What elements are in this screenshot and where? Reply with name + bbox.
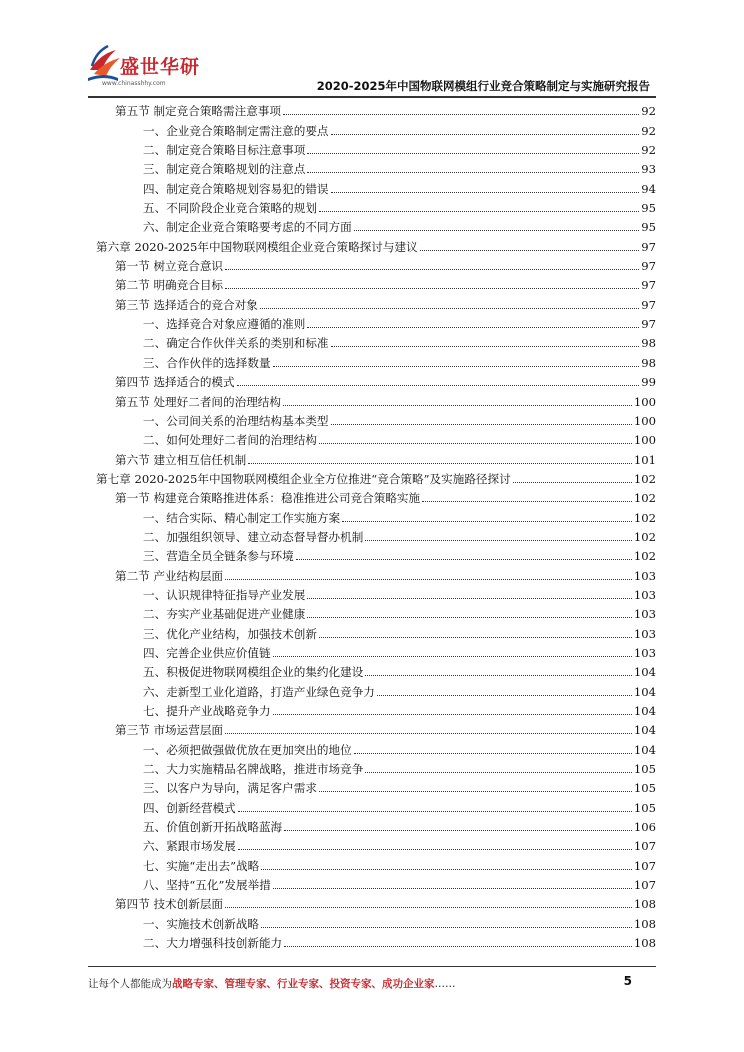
toc-entry-page: 103 xyxy=(633,607,656,622)
toc-entry-page: 104 xyxy=(633,684,656,699)
toc-dot-leader xyxy=(354,753,632,754)
toc-entry-page: 108 xyxy=(633,897,656,912)
toc-entry-page: 108 xyxy=(633,936,656,951)
toc-entry-title: 六、紧跟市场发展 xyxy=(143,839,236,854)
toc-entry-page: 102 xyxy=(633,529,656,544)
toc-dot-leader xyxy=(237,385,640,386)
toc-entry[interactable] xyxy=(96,544,656,563)
toc-dot-leader xyxy=(422,501,632,502)
table-of-contents xyxy=(96,99,656,950)
toc-dot-leader xyxy=(283,114,639,115)
toc-entry[interactable] xyxy=(96,467,656,486)
toc-dot-leader xyxy=(319,791,632,792)
toc-entry[interactable] xyxy=(96,118,656,137)
toc-entry-page: 103 xyxy=(633,568,656,583)
logo-text: 盛世华研 xyxy=(120,56,201,78)
toc-entry-title: 第三节 选择适合的竞合对象 xyxy=(115,297,258,312)
toc-dot-leader xyxy=(261,869,632,870)
toc-entry[interactable] xyxy=(96,911,656,930)
toc-entry-title: 二、如何处理好二者间的治理结构 xyxy=(143,433,317,448)
toc-dot-leader xyxy=(331,192,640,193)
toc-entry-page: 92 xyxy=(641,104,656,119)
toc-entry[interactable] xyxy=(96,563,656,582)
toc-entry[interactable] xyxy=(96,196,656,215)
toc-entry-title: 二、夯实产业基础促进产业健康 xyxy=(143,607,306,622)
toc-dot-leader xyxy=(225,579,632,580)
toc-entry-page: 101 xyxy=(633,452,656,467)
toc-dot-leader xyxy=(273,714,632,715)
toc-entry-page: 93 xyxy=(641,162,656,177)
toc-entry[interactable] xyxy=(96,312,656,331)
toc-dot-leader xyxy=(284,830,632,831)
toc-dot-leader xyxy=(319,443,632,444)
toc-entry-title: 第一节 构建竞合策略推进体系：稳准推进公司竞合策略实施 xyxy=(115,491,421,506)
toc-entry[interactable] xyxy=(96,931,656,950)
page-header xyxy=(0,0,744,100)
toc-entry[interactable] xyxy=(96,389,656,408)
toc-entry[interactable] xyxy=(96,215,656,234)
toc-entry-page: 108 xyxy=(633,916,656,931)
toc-entry[interactable] xyxy=(96,138,656,157)
toc-entry-title: 三、营造全员全链条参与环境 xyxy=(143,549,294,564)
toc-dot-leader xyxy=(261,927,632,928)
toc-dot-leader xyxy=(377,695,632,696)
toc-entry[interactable] xyxy=(96,331,656,350)
toc-entry-title: 第五节 处理好二者间的治理结构 xyxy=(115,394,281,409)
toc-entry-page: 103 xyxy=(633,626,656,641)
toc-entry-page: 98 xyxy=(641,336,656,351)
toc-entry[interactable] xyxy=(96,292,656,311)
toc-entry-title: 第四节 选择适合的模式 xyxy=(115,375,235,390)
company-logo xyxy=(86,44,206,92)
toc-dot-leader xyxy=(331,134,640,135)
toc-entry-title: 二、大力增强科技创新能力 xyxy=(143,936,283,951)
toc-dot-leader xyxy=(354,230,640,231)
toc-entry-page: 98 xyxy=(641,355,656,370)
toc-dot-leader xyxy=(283,405,632,406)
toc-entry-title: 六、制定企业竞合策略要考虑的不同方面 xyxy=(143,220,352,235)
header-divider xyxy=(88,96,656,98)
toc-entry[interactable] xyxy=(96,583,656,602)
toc-dot-leader xyxy=(365,772,632,773)
toc-entry[interactable] xyxy=(96,815,656,834)
toc-entry-page: 97 xyxy=(641,259,656,274)
toc-entry[interactable] xyxy=(96,892,656,911)
toc-entry[interactable] xyxy=(96,602,656,621)
toc-entry-title: 二、大力实施精品名牌战略，推进市场竞争 xyxy=(143,762,364,777)
footer-slogan-prefix: 让每个人都能成为 xyxy=(88,978,172,990)
toc-entry-title: 三、优化产业结构，加强技术创新 xyxy=(143,626,317,641)
toc-entry[interactable] xyxy=(96,370,656,389)
toc-entry-page: 107 xyxy=(633,878,656,893)
toc-entry[interactable] xyxy=(96,776,656,795)
toc-entry-title: 四、完善企业供应价值链 xyxy=(143,645,271,660)
toc-entry-title: 四、创新经营模式 xyxy=(143,800,236,815)
toc-entry-page: 103 xyxy=(633,645,656,660)
toc-entry-title: 五、积极促进物联网模组企业的集约化建设 xyxy=(143,665,364,680)
toc-dot-leader xyxy=(307,598,632,599)
toc-entry[interactable] xyxy=(96,757,656,776)
toc-entry[interactable] xyxy=(96,505,656,524)
toc-dot-leader xyxy=(273,656,632,657)
toc-entry-page: 104 xyxy=(633,704,656,718)
toc-entry-page: 105 xyxy=(633,800,656,815)
toc-dot-leader xyxy=(225,269,639,270)
toc-entry-page: 97 xyxy=(641,278,656,293)
toc-entry-page: 105 xyxy=(633,781,656,796)
toc-dot-leader xyxy=(331,424,632,425)
toc-entry-page: 102 xyxy=(633,491,656,506)
toc-entry[interactable] xyxy=(96,737,656,756)
toc-entry-page: 104 xyxy=(633,742,656,757)
toc-entry-title: 六、走新型工业化道路，打造产业绿色竞争力 xyxy=(143,684,375,699)
toc-entry-page: 107 xyxy=(633,839,656,854)
toc-entry[interactable] xyxy=(96,660,656,679)
toc-entry[interactable] xyxy=(96,350,656,369)
toc-entry-page: 100 xyxy=(633,413,656,428)
toc-entry[interactable] xyxy=(96,157,656,176)
toc-dot-leader xyxy=(420,250,640,251)
toc-entry[interactable] xyxy=(96,447,656,466)
page-number: 5 xyxy=(623,974,632,988)
toc-entry[interactable] xyxy=(96,234,656,253)
toc-entry-page: 92 xyxy=(641,123,656,138)
toc-entry-page: 95 xyxy=(641,220,656,235)
toc-entry-page: 104 xyxy=(633,723,656,738)
toc-entry-title: 三、以客户为导向，满足客户需求 xyxy=(143,781,317,796)
toc-entry-title: 第一节 树立竞合意识 xyxy=(115,259,224,274)
toc-entry-page: 97 xyxy=(641,239,656,254)
toc-dot-leader xyxy=(319,637,632,638)
toc-entry-title: 七、实施“走出去”战略 xyxy=(143,858,260,873)
toc-entry-title: 一、企业竞合策略制定需注意的要点 xyxy=(143,123,329,138)
toc-dot-leader xyxy=(238,811,632,812)
toc-dot-leader xyxy=(307,153,639,154)
toc-entry-title: 四、制定竞合策略规划容易犯的错误 xyxy=(143,181,329,196)
footer-slogan xyxy=(88,976,456,991)
toc-entry-page: 104 xyxy=(633,665,656,680)
toc-entry-title: 第三节 市场运营层面 xyxy=(115,723,224,738)
toc-dot-leader xyxy=(260,308,639,309)
toc-entry[interactable] xyxy=(96,834,656,853)
toc-entry-page: 102 xyxy=(633,549,656,564)
toc-entry-title: 五、不同阶段企业竞合策略的规划 xyxy=(143,201,317,216)
toc-entry-title: 二、加强组织领导、建立动态督导督办机制 xyxy=(143,529,364,544)
toc-entry[interactable] xyxy=(96,409,656,428)
toc-dot-leader xyxy=(331,346,640,347)
footer-slogan-suffix: …… xyxy=(434,978,456,990)
toc-entry[interactable] xyxy=(96,699,656,718)
toc-entry-page: 94 xyxy=(641,181,656,196)
toc-entry[interactable] xyxy=(96,99,656,118)
toc-entry-page: 102 xyxy=(633,471,656,486)
toc-entry[interactable] xyxy=(96,718,656,737)
toc-entry-title: 第五节 制定竞合策略需注意事项 xyxy=(115,104,281,119)
toc-entry-title: 七、提升产业战略竞争力 xyxy=(143,704,271,718)
toc-entry-page: 100 xyxy=(633,394,656,409)
toc-dot-leader xyxy=(284,946,632,947)
logo-url: www.chinasshhy.com xyxy=(102,80,166,87)
toc-dot-leader xyxy=(365,540,632,541)
toc-entry[interactable] xyxy=(96,621,656,640)
toc-entry[interactable] xyxy=(96,641,656,660)
toc-dot-leader xyxy=(225,907,632,908)
report-title: 2020-2025年中国物联网模组行业竞合策略制定与实施研究报告 xyxy=(316,79,650,93)
toc-dot-leader xyxy=(307,327,639,328)
toc-entry[interactable] xyxy=(96,853,656,872)
toc-entry-title: 三、制定竞合策略规划的注意点 xyxy=(143,162,306,177)
toc-entry[interactable] xyxy=(96,795,656,814)
toc-entry-title: 二、制定竞合策略目标注意事项 xyxy=(143,143,306,158)
toc-entry-page: 97 xyxy=(641,297,656,312)
toc-dot-leader xyxy=(296,559,632,560)
toc-dot-leader xyxy=(513,482,632,483)
toc-entry-page: 102 xyxy=(633,510,656,525)
toc-dot-leader xyxy=(248,463,632,464)
toc-entry[interactable] xyxy=(96,273,656,292)
toc-dot-leader xyxy=(365,675,632,676)
toc-entry-title: 第六节 建立相互信任机制 xyxy=(115,452,247,467)
toc-entry[interactable] xyxy=(96,486,656,505)
toc-entry-title: 第二节 明确竞合目标 xyxy=(115,278,224,293)
toc-dot-leader xyxy=(342,521,632,522)
footer-divider xyxy=(88,966,656,967)
toc-entry-title: 第二节 产业结构层面 xyxy=(115,568,224,583)
toc-entry-title: 第四节 技术创新层面 xyxy=(115,897,224,912)
toc-entry-page: 95 xyxy=(641,201,656,216)
toc-entry-page: 97 xyxy=(641,317,656,332)
toc-entry-title: 第六章 2020-2025年中国物联网模组企业竞合策略探讨与建议 xyxy=(96,239,418,254)
toc-entry-page: 105 xyxy=(633,762,656,777)
toc-entry-title: 八、坚持“五化”发展举措 xyxy=(143,878,271,893)
toc-entry-page: 103 xyxy=(633,587,656,602)
toc-entry-page: 106 xyxy=(633,820,656,835)
toc-dot-leader xyxy=(319,211,639,212)
toc-entry-title: 三、合作伙伴的选择数量 xyxy=(143,355,271,370)
toc-entry-title: 一、必须把做强做优放在更加突出的地位 xyxy=(143,742,352,757)
toc-entry[interactable] xyxy=(96,873,656,892)
toc-entry-title: 一、认识规律特征指导产业发展 xyxy=(143,587,306,602)
toc-dot-leader xyxy=(307,172,639,173)
footer-slogan-emphasis: 战略专家、管理专家、行业专家、投资专家、成功企业家 xyxy=(172,978,435,990)
toc-entry-title: 第七章 2020-2025年中国物联网模组企业全方位推进“竞合策略”及实施路径探讨 xyxy=(96,471,511,486)
toc-entry-page: 107 xyxy=(633,858,656,873)
toc-entry-title: 一、公司间关系的治理结构基本类型 xyxy=(143,413,329,428)
toc-entry-page: 92 xyxy=(641,143,656,158)
toc-dot-leader xyxy=(238,849,632,850)
toc-entry[interactable] xyxy=(96,525,656,544)
toc-entry-title: 二、确定合作伙伴关系的类别和标准 xyxy=(143,336,329,351)
toc-entry-title: 五、价值创新开拓战略蓝海 xyxy=(143,820,283,835)
toc-dot-leader xyxy=(307,617,632,618)
toc-dot-leader xyxy=(273,888,632,889)
toc-entry[interactable] xyxy=(96,428,656,447)
toc-entry-page: 100 xyxy=(633,433,656,448)
toc-entry-page: 99 xyxy=(641,375,656,390)
toc-dot-leader xyxy=(273,366,640,367)
toc-entry[interactable] xyxy=(96,254,656,273)
toc-entry[interactable] xyxy=(96,679,656,698)
toc-entry[interactable] xyxy=(96,176,656,195)
toc-entry-title: 一、选择竞合对象应遵循的准则 xyxy=(143,317,306,332)
toc-dot-leader xyxy=(225,288,639,289)
toc-entry-title: 一、结合实际、精心制定工作实施方案 xyxy=(143,510,341,525)
toc-dot-leader xyxy=(225,733,632,734)
toc-entry-title: 一、实施技术创新战略 xyxy=(143,916,259,931)
